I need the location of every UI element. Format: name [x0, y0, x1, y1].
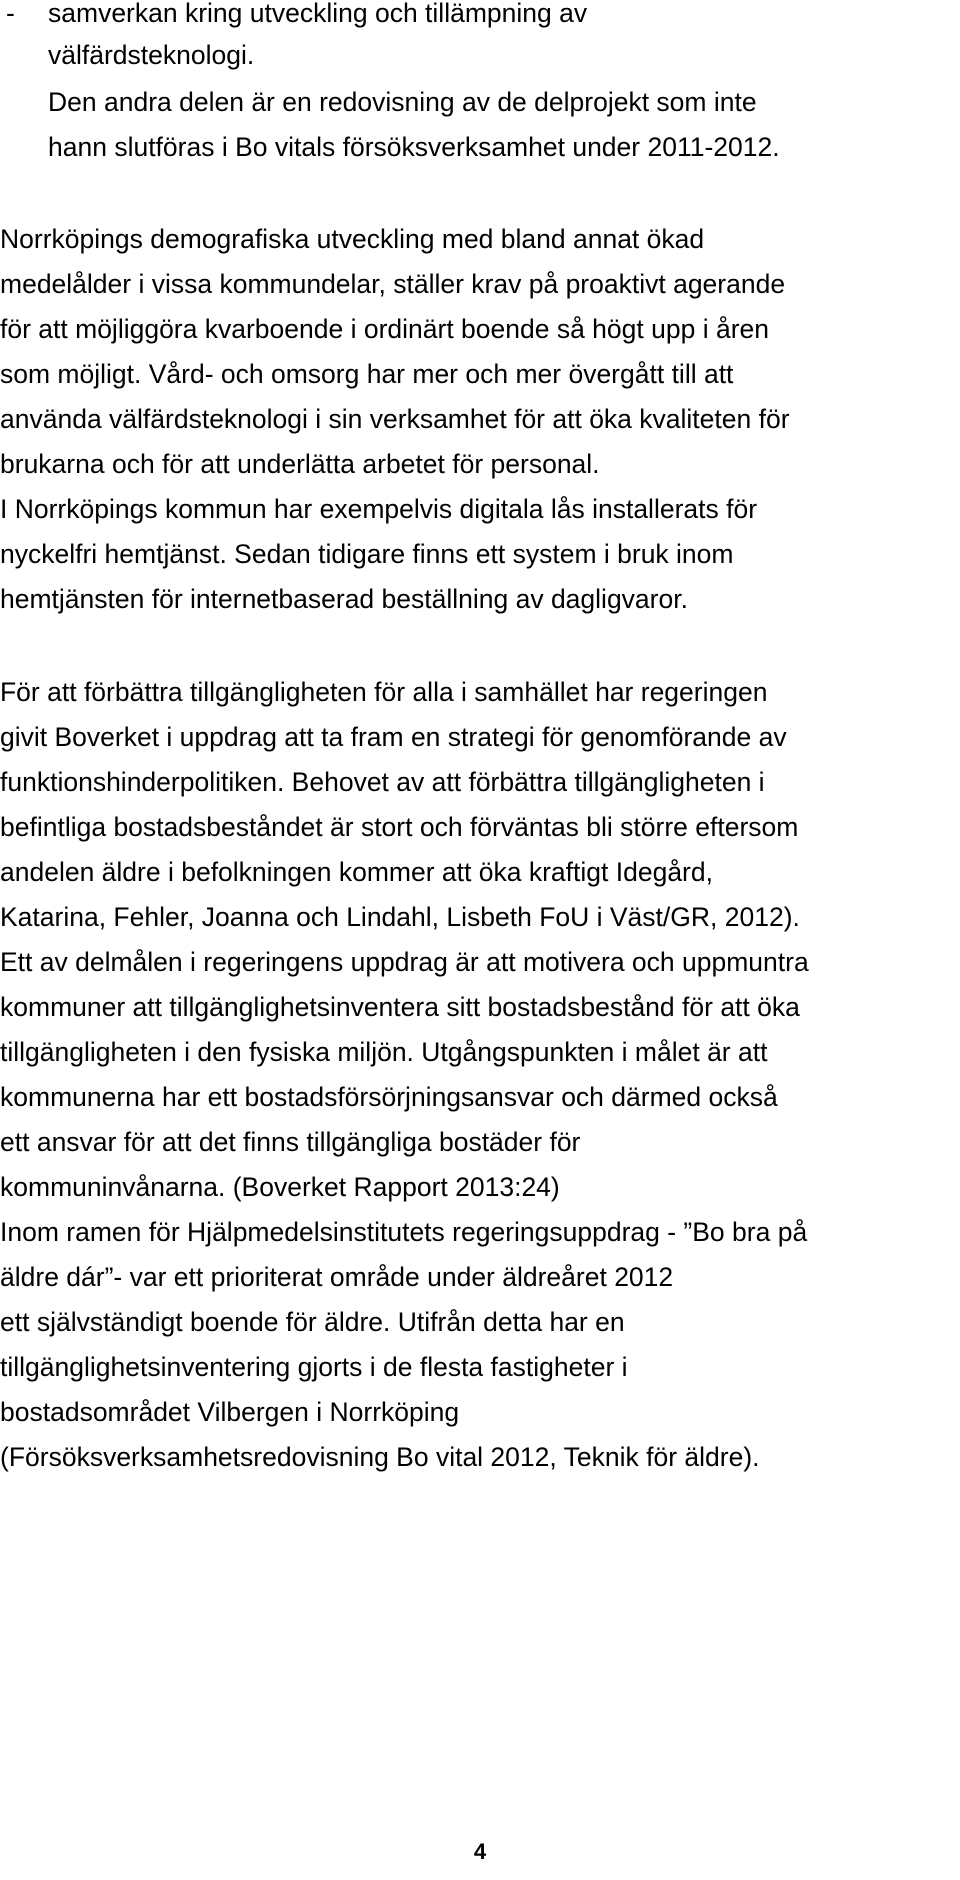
paragraph-line: Ett av delmålen i regeringens uppdrag är att motivera och uppmuntra	[0, 947, 809, 977]
paragraph-line: tillgängligheten i den fysiska miljön. Utgångspunkten i målet är att	[0, 1037, 768, 1067]
paragraph-line: hemtjänsten för internetbaserad beställning av dagligvaror.	[0, 584, 688, 614]
paragraph-line: för att möjliggöra kvarboende i ordinärt boende så högt upp i åren	[0, 314, 769, 344]
paragraph-line: tillgänglighetsinventering gjorts i de flesta fastigheter i	[0, 1352, 628, 1382]
paragraph-line: Katarina, Fehler, Joanna och Lindahl, Lisbeth FoU i Väst/GR, 2012).	[0, 902, 800, 932]
paragraph-line: andelen äldre i befolkningen kommer att öka kraftigt Idegård,	[0, 857, 713, 887]
paragraph-line: befintliga bostadsbeståndet är stort och förväntas bli större eftersom	[0, 812, 799, 842]
paragraph-line: givit Boverket i uppdrag att ta fram en strategi för genomförande av	[0, 722, 787, 752]
paragraph-line: nyckelfri hemtjänst. Sedan tidigare finns ett system i bruk inom	[0, 539, 734, 569]
paragraph-line: (Försöksverksamhetsredovisning Bo vital 2012, Teknik för äldre).	[0, 1442, 760, 1472]
paragraph-line: kommunerna har ett bostadsförsörjningsansvar och därmed också	[0, 1082, 778, 1112]
paragraph-line: brukarna och för att underlätta arbetet för personal.	[0, 449, 600, 479]
paragraph-line: För att förbättra tillgängligheten för alla i samhället har regeringen	[0, 677, 768, 707]
paragraph-line: ett självständigt boende för äldre. Utifrån detta har en	[0, 1307, 625, 1337]
paragraph-line: Inom ramen för Hjälpmedelsinstitutets regeringsuppdrag - ”Bo bra på	[0, 1217, 808, 1247]
paragraph-line: ett ansvar för att det finns tillgängliga bostäder för	[0, 1127, 581, 1157]
paragraph-line: I Norrköpings kommun har exempelvis digitala lås installerats för	[0, 494, 758, 524]
paragraph-line: bostadsområdet Vilbergen i Norrköping	[0, 1397, 460, 1427]
paragraph-line: äldre dár”- var ett prioriterat område under äldreåret 2012	[0, 1262, 674, 1292]
paragraph-line: medelålder i vissa kommundelar, ställer krav på proaktivt agerande	[0, 269, 786, 299]
intro-line: hann slutföras i Bo vitals försöksverksamhet under 2011-2012.	[48, 132, 780, 162]
page-number: 4	[473, 1839, 487, 1864]
paragraph-line: funktionshinderpolitiken. Behovet av att förbättra tillgängligheten i	[0, 767, 765, 797]
bullet-line: välfärdsteknologi.	[48, 40, 255, 70]
paragraph-line: som möjligt. Vård- och omsorg har mer och mer övergått till att	[0, 359, 734, 389]
intro-line: Den andra delen är en redovisning av de delprojekt som inte	[48, 87, 757, 117]
bullet-dash: -	[6, 0, 15, 28]
paragraph-line: kommuninvånarna. (Boverket Rapport 2013:24)	[0, 1172, 560, 1202]
paragraph-line: kommuner att tillgänglighetsinventera sitt bostadsbestånd för att öka	[0, 992, 800, 1022]
paragraph-line: använda välfärdsteknologi i sin verksamhet för att öka kvaliteten för	[0, 404, 790, 434]
paragraph-line: Norrköpings demografiska utveckling med bland annat ökad	[0, 224, 705, 254]
bullet-line: samverkan kring utveckling och tillämpning av	[48, 0, 588, 28]
